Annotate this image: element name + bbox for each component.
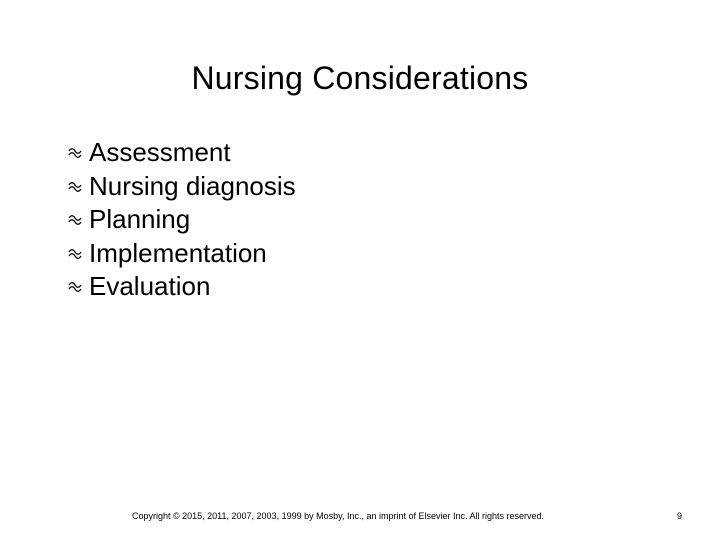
page-number: 9 [676,511,682,521]
wavy-bullet-icon [68,181,82,193]
bullet-label: Implementation [89,237,267,268]
bullet-label: Evaluation [89,271,211,301]
wavy-bullet-icon [68,214,82,226]
bullet-label: Planning [89,204,191,234]
wavy-bullet-icon [68,147,82,159]
wavy-bullet-icon [68,281,82,293]
slide-title: Nursing Considerations [191,60,529,96]
wavy-bullet-icon [68,248,82,260]
bullet-label: Assessment [89,137,231,167]
slide-footer [0,509,720,523]
bullet-label: Nursing diagnosis [89,170,296,201]
copyright-notice: Copyright © 2015, 2011, 2007, 2003, 1999 by Mosby, Inc., an imprint of Elsevier Inc. All rights reserved. [132,511,545,521]
